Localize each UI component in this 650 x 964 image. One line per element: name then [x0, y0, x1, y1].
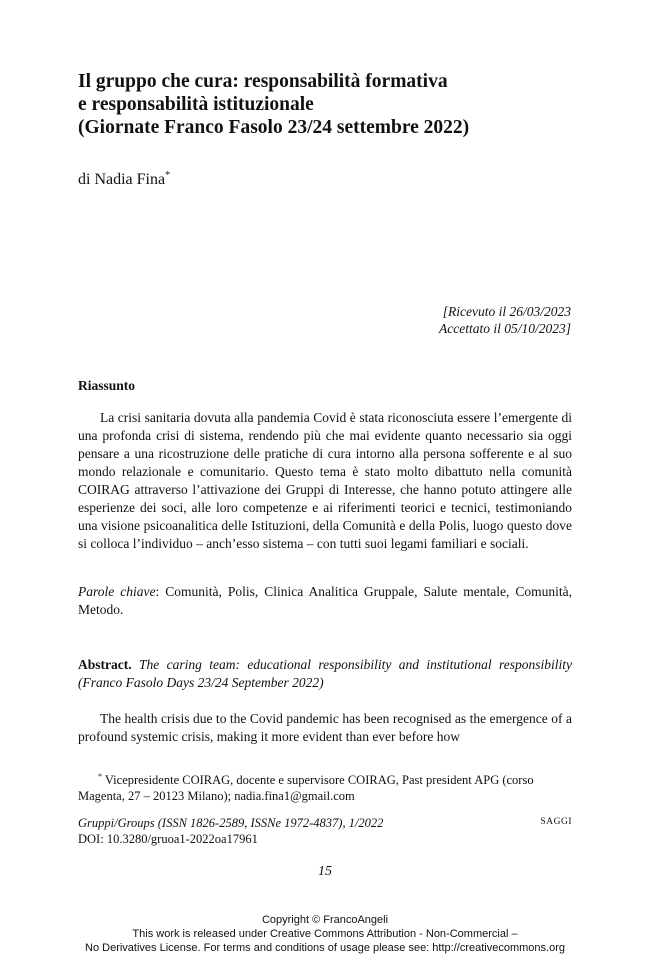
riassunto-heading: Riassunto: [78, 378, 136, 393]
page-number: 15: [318, 864, 332, 879]
riassunto-paragraph: La crisi sanitaria dovuta alla pandemia Covid è stata riconosciuta essere l’emergente di una profonda crisi di sistema, rendendo più che mai evidente quanto necessario sia oggi pensare a una ricostruzione delle pratiche di cura intorno alla persona sofferente e al suo mondo relazionale e comunitario. Questo tema è stato molto dibattuto nella comunità COIRAG attraverso l’attivazione dei Gruppi di Interesse, che hanno potuto attingere alle esperienze dei soci, alle loro competenze e ai riferimenti teorici e tecnici, testimoniando una visione psicoanalitica delle Istituzioni, della Comunità e della Polis, luogo questo dove si colloca l’individuo – anch’esso sistema – con tutti suoi legami familiari e sociali.: [78, 410, 572, 551]
section-label: SAGGI: [540, 817, 572, 827]
keywords-label: Parole chiave: [78, 584, 156, 599]
title-line-1: Il gruppo che cura: responsabilità formativa: [78, 71, 448, 92]
title-line-2: e responsabilità istituzionale: [78, 94, 314, 115]
title-line-3: (Giornate Franco Fasolo 23/24 settembre 2022): [78, 117, 470, 138]
author-footnote-marker: *: [165, 170, 171, 181]
license-line-2: This work is released under Creative Commons Attribution - Non-Commercial –: [132, 928, 518, 940]
keywords-paragraph: [78, 583, 572, 619]
license-line-3: No Derivatives License. For terms and conditions of usage please see: http://creativecommons.org: [85, 942, 565, 954]
abstract-title: The caring team: educational responsibility and institutional responsibility (Franco Fasolo Days 23/24 September 2022): [78, 657, 573, 690]
abstract-paragraph: The health crisis due to the Covid pandemic has been recognised as the emergence of a profound systemic crisis, making it more evident than ever before how: [78, 711, 572, 744]
footnote-text: Vicepresidente COIRAG, docente e supervisore COIRAG, Past president APG (corso Magenta, 27 – 20123 Milano); nadia.fina1@gmail.com: [78, 773, 534, 803]
license-copyright: Copyright © FrancoAngeli: [261, 914, 389, 926]
journal-info: [78, 815, 478, 847]
received-date: [Ricevuto il 26/03/2023: [442, 304, 571, 319]
journal-doi: DOI: 10.3280/gruoa1-2022oa17961: [78, 832, 258, 846]
license-notice: [0, 913, 650, 955]
abstract-heading: [78, 656, 572, 692]
journal-citation: Gruppi/Groups (ISSN 1826-2589, ISSNe 1972-4837), 1/2022: [78, 816, 384, 830]
author-line: [78, 166, 170, 190]
footnote: [78, 769, 572, 804]
keywords-text: : Comunità, Polis, Clinica Analitica Gruppale, Salute mentale, Comunità, Metodo.: [78, 584, 573, 617]
footnote-marker: *: [98, 772, 102, 781]
article-title: [78, 70, 598, 139]
accepted-date: Accettato il 05/10/2023]: [439, 321, 571, 336]
received-dates: [271, 303, 571, 337]
abstract-label: Abstract.: [78, 657, 132, 672]
author-name: di Nadia Fina: [78, 171, 166, 188]
